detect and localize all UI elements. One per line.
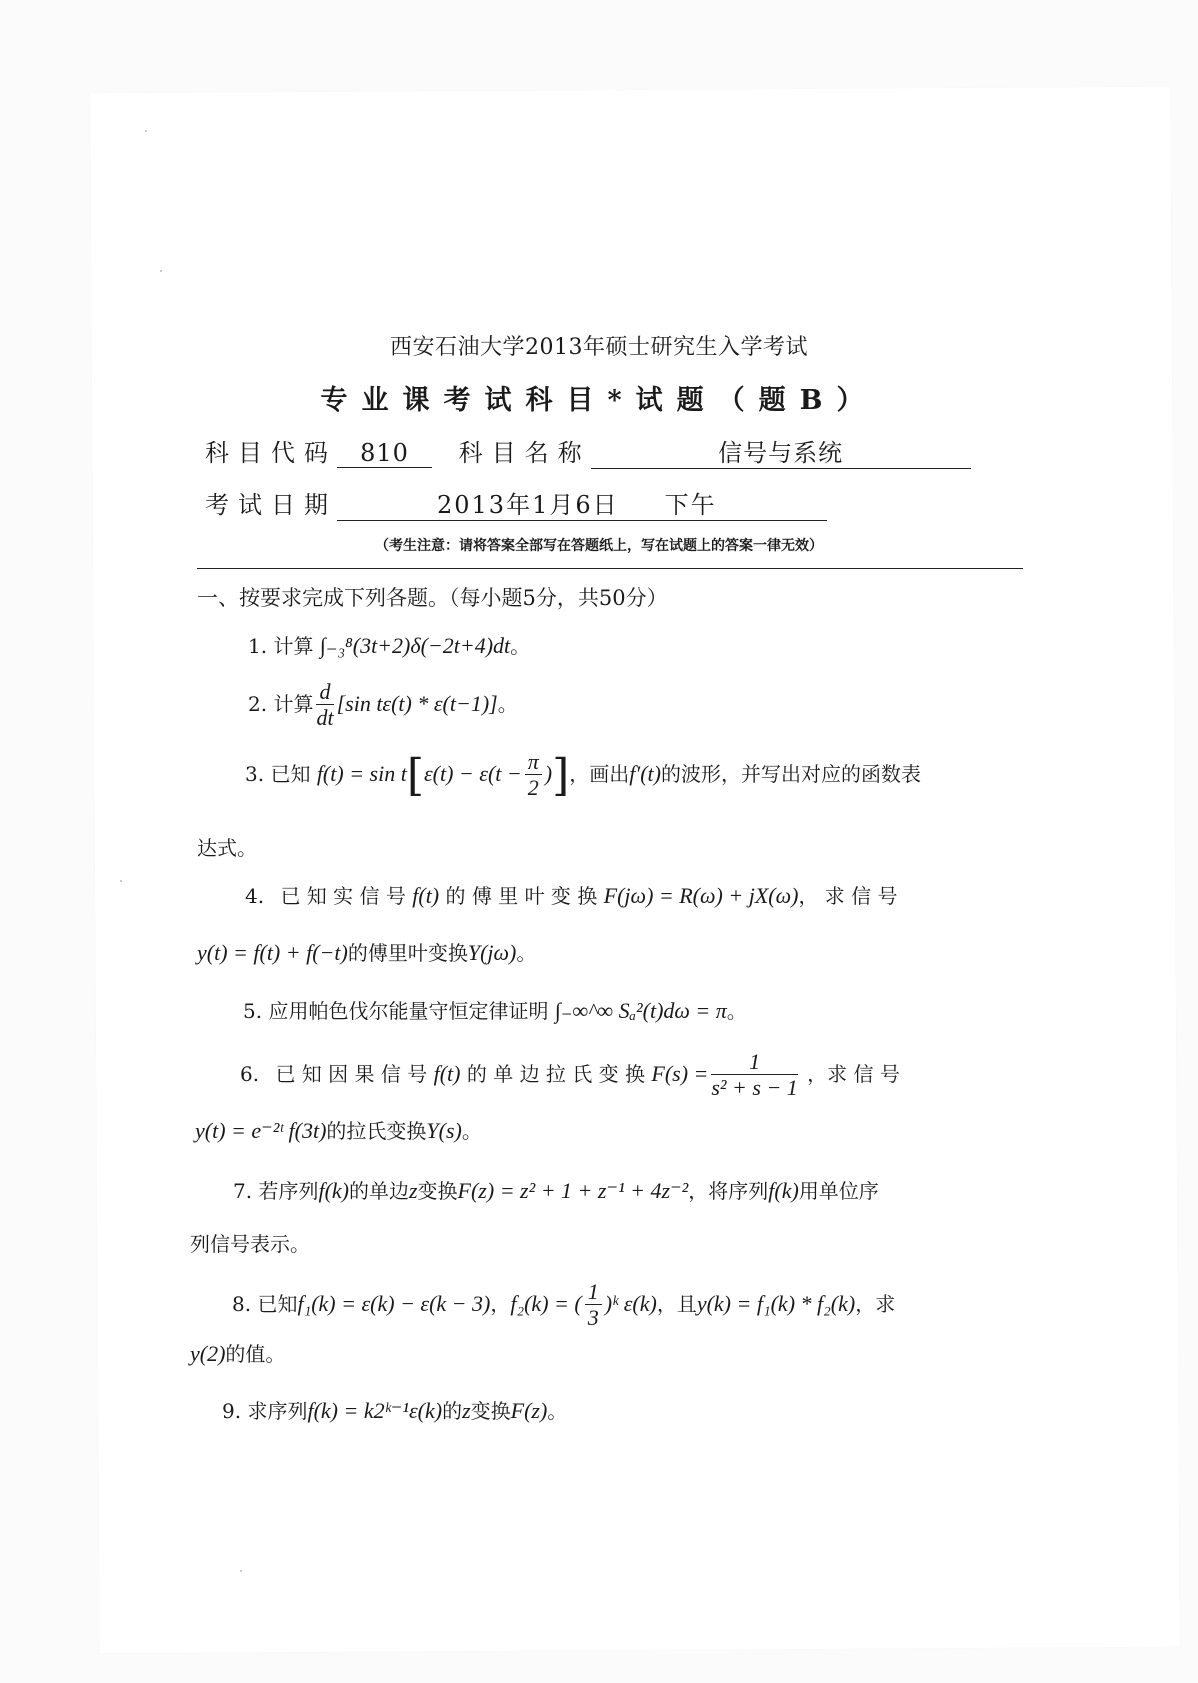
- question-number: 5.: [243, 999, 263, 1023]
- subject-row: [205, 433, 971, 469]
- exam-date-label: 考试日期: [205, 491, 337, 519]
- question-tail: 。: [461, 1119, 482, 1143]
- question-number: 3.: [245, 762, 265, 786]
- question-tail: ，求 信 号: [807, 1061, 900, 1086]
- subject-name: 信号与系统: [591, 433, 971, 469]
- question-text: 已知: [270, 762, 311, 786]
- question-number: 9.: [222, 1399, 242, 1423]
- question-9: [222, 1395, 567, 1424]
- subject-name-label: 科目名称: [458, 439, 591, 467]
- question-tail: 。: [516, 941, 537, 965]
- math-formula: y(k) = f₁(k) * f₂(k): [696, 1290, 856, 1316]
- question-text: 若序列: [258, 1179, 319, 1203]
- derivative-operator: $\frac{d}{dt}$: [316, 679, 334, 731]
- math-formula: f(t) = sin t: [316, 761, 407, 786]
- question-3-continuation: 达式。: [197, 836, 257, 860]
- question-text: 的值。: [225, 1342, 286, 1366]
- question-text: 已知: [257, 1291, 298, 1316]
- math-formula: F(z) = z² + 1 + z⁻¹ + 4z⁻²: [457, 1178, 689, 1203]
- question-6-continuation: [195, 1115, 482, 1144]
- question-tail: ，求: [855, 1291, 896, 1316]
- question-number: 1.: [248, 634, 268, 658]
- math-formula: Y(s): [426, 1118, 462, 1143]
- bracket-right: ]: [552, 750, 570, 801]
- math-formula: F(jω) = R(ω) + jX(ω): [603, 883, 799, 908]
- question-number: 6.: [240, 1061, 260, 1086]
- fraction: $\frac{1}{\text{s² + s − 1}}$: [711, 1049, 798, 1101]
- header-divider: [197, 568, 1023, 569]
- question-5: [243, 995, 747, 1024]
- math-formula: F(z): [510, 1398, 548, 1423]
- question-text-mid: ，画出: [569, 762, 630, 786]
- question-2: [248, 680, 518, 730]
- math-formula: ∫₋∞^∞ Sₐ²(t)dω = π: [554, 998, 727, 1023]
- question-text: 已 知 实 信 号: [280, 884, 406, 908]
- math-formula: z: [408, 1178, 418, 1203]
- question-tail: 。: [726, 999, 747, 1023]
- question-7: [233, 1175, 879, 1204]
- math-formula: f₁(k) = ε(k) − ε(k − 3): [297, 1290, 491, 1316]
- question-text-mid: ，将序列: [688, 1179, 769, 1203]
- math-formula: f(k): [318, 1178, 349, 1203]
- math-formula: f(t): [433, 1060, 461, 1086]
- question-text-mid: 的单边: [348, 1179, 409, 1203]
- scan-speck: [120, 880, 122, 882]
- question-tail: 。: [547, 1399, 568, 1423]
- question-text-mid: 变换: [417, 1179, 458, 1203]
- bracket-left: [: [406, 750, 424, 801]
- question-text-mid: 的 傅 里 叶 变 换: [445, 884, 598, 908]
- question-tail: 。: [510, 634, 531, 658]
- question-tail: 。: [497, 691, 518, 716]
- exam-subtitle: 专业课考试科目*试题（题B）: [320, 385, 878, 416]
- exam-date: 2013年1月6日: [437, 491, 619, 519]
- question-8: [232, 1280, 895, 1330]
- question-text: 计算: [273, 634, 314, 658]
- question-number: 4.: [245, 884, 265, 908]
- question-text: 应用帕色伐尔能量守恒定律证明: [268, 999, 549, 1023]
- question-number: 8.: [232, 1291, 252, 1316]
- date-row: [205, 485, 827, 521]
- math-formula: y(t) = f(t) + f(−t): [197, 940, 348, 965]
- question-6: [240, 1050, 900, 1100]
- question-text: 求序列: [247, 1399, 308, 1423]
- scan-speck: [160, 270, 162, 272]
- math-formula: ε(t) − ε(t −: [424, 761, 522, 786]
- math-formula: f(t): [412, 883, 440, 908]
- question-text-mid: 的: [442, 1399, 463, 1423]
- scan-speck: [145, 130, 147, 132]
- question-number: 7.: [233, 1179, 253, 1203]
- question-tail: 用单位序: [798, 1179, 879, 1203]
- exam-notice: （考生注意：请将答案全部写在答题纸上，写在试题上的答案一律无效）: [375, 538, 823, 554]
- math-formula: f(k): [768, 1178, 799, 1203]
- question-text: 计算: [273, 691, 314, 716]
- math-formula: ∫₋₃⁸(3t+2)δ(−2t+4)dt: [319, 633, 511, 658]
- math-formula: f₂(k) = (: [510, 1290, 582, 1316]
- math-formula: )ᵏ ε(k): [604, 1290, 657, 1316]
- math-formula: y(t) = e⁻²ᵗ f(3t): [195, 1118, 327, 1143]
- question-4: [245, 880, 898, 909]
- question-1: [248, 630, 530, 659]
- exam-date-field: [337, 485, 827, 521]
- question-number: 2.: [248, 691, 268, 716]
- fraction: $\frac{1}{3}$: [585, 1280, 602, 1330]
- question-text: 的傅里叶变换: [347, 941, 468, 965]
- question-3: [245, 750, 921, 801]
- question-text-mid: 变换: [470, 1399, 511, 1423]
- question-text: 的拉氏变换: [326, 1119, 427, 1143]
- question-tail: 的波形，并写出对应的函数表: [660, 762, 921, 786]
- exam-title: 西安石油大学2013年硕士研究生入学考试: [390, 335, 808, 360]
- subject-code-label: 科目代码: [205, 439, 337, 467]
- math-formula: y(2): [190, 1341, 226, 1366]
- question-text-mid: ，: [490, 1291, 511, 1316]
- math-formula: f′(t): [629, 761, 661, 786]
- question-7-continuation: 列信号表示。: [190, 1232, 310, 1256]
- fraction: $\frac{\pi}{2}$: [525, 750, 542, 800]
- exam-session: 下午: [664, 491, 717, 519]
- question-8-continuation: [190, 1338, 285, 1367]
- question-text-mid: 的 单 边 拉 氏 变 换: [466, 1061, 646, 1086]
- scan-speck: [240, 1570, 242, 1572]
- math-formula: F(s) =: [651, 1060, 709, 1086]
- subject-code: 810: [337, 439, 432, 468]
- math-formula: Y(jω): [467, 940, 517, 965]
- math-formula: z: [462, 1398, 471, 1423]
- question-tail: ， 求 信 号: [798, 884, 898, 908]
- section-heading: 一、按要求完成下列各题。（每小题5分，共50分）: [197, 586, 668, 610]
- math-formula: ): [544, 761, 553, 786]
- question-text: 已 知 因 果 信 号: [275, 1061, 428, 1086]
- math-formula: f(k) = k2ᵏ⁻¹ε(k): [307, 1398, 443, 1423]
- math-formula: [sin tε(t) * ε(t−1)]: [336, 690, 498, 716]
- question-4-continuation: [197, 937, 536, 966]
- question-text-mid: ，且: [656, 1291, 697, 1316]
